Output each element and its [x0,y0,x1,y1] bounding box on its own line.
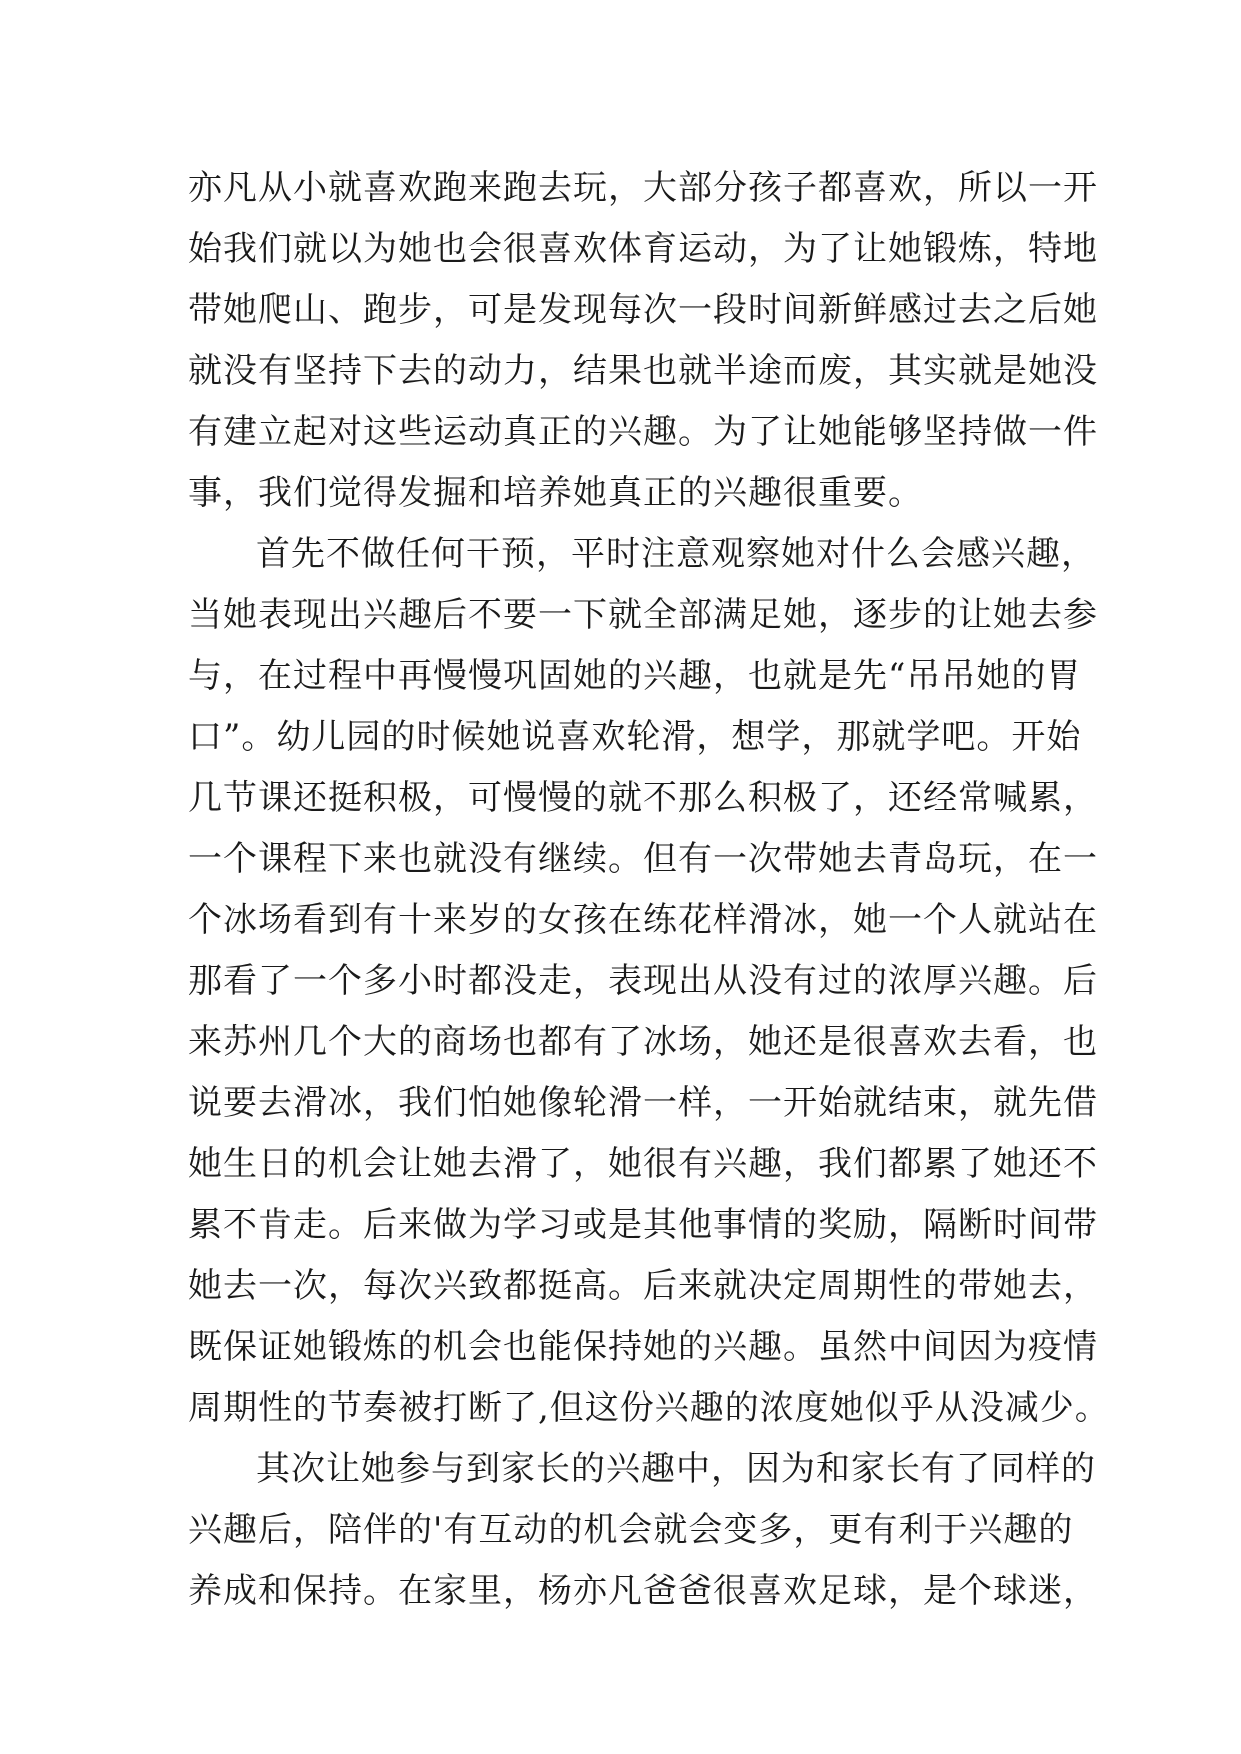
text-line: 一个课程下来也就没有继续。但有一次带她去青岛玩，在一 [188,839,1098,879]
paragraph-first-line: 首先不做任何干预，平时注意观察她对什么会感兴趣， [256,534,1096,574]
text-line: 个冰场看到有十来岁的女孩在练花样滑冰，她一个人就站在 [188,900,1098,940]
text-line: 有建立起对这些运动真正的兴趣。为了让她能够坚持做一件 [188,412,1098,452]
text-line: 说要去滑冰，我们怕她像轮滑一样，一开始就结束，就先借 [188,1083,1098,1123]
paragraph-first-line: 其次让她参与到家长的兴趣中，因为和家长有了同样的 [256,1449,1096,1489]
text-line: 亦凡从小就喜欢跑来跑去玩，大部分孩子都喜欢，所以一开 [188,168,1098,208]
text-line: 来苏州几个大的商场也都有了冰场，她还是很喜欢去看，也 [188,1022,1098,1062]
text-line: 口”。幼儿园的时候她说喜欢轮滑，想学，那就学吧。开始 [188,717,1082,757]
text-line: 始我们就以为她也会很喜欢体育运动，为了让她锻炼，特地 [188,229,1098,269]
text-line: 既保证她锻炼的机会也能保持她的兴趣。虽然中间因为疫情 [188,1327,1098,1367]
text-line: 与，在过程中再慢慢巩固她的兴趣，也就是先“吊吊她的胃 [188,656,1082,696]
text-line: 她去一次，每次兴致都挺高。后来就决定周期性的带她去， [188,1266,1098,1306]
text-line: 周期性的节奏被打断了,但这份兴趣的浓度她似乎从没减少。 [188,1388,1110,1428]
text-line: 兴趣后，陪伴的'有互动的机会就会变多，更有利于兴趣的 [188,1510,1074,1550]
body-text [188,158,1110,1622]
text-line: 事，我们觉得发掘和培养她真正的兴趣很重要。 [188,473,923,513]
text-line: 养成和保持。在家里，杨亦凡爸爸很喜欢足球，是个球迷， [188,1571,1098,1611]
text-line: 那看了一个多小时都没走，表现出从没有过的浓厚兴趣。后 [188,961,1098,1001]
text-line: 就没有坚持下去的动力，结果也就半途而废，其实就是她没 [188,351,1098,391]
text-line: 累不肯走。后来做为学习或是其他事情的奖励，隔断时间带 [188,1205,1098,1245]
text-line: 她生日的机会让她去滑了，她很有兴趣，我们都累了她还不 [188,1144,1098,1184]
text-line: 当她表现出兴趣后不要一下就全部满足她，逐步的让她去参 [188,595,1098,635]
text-line: 几节课还挺积极，可慢慢的就不那么积极了，还经常喊累， [188,778,1098,818]
text-line: 带她爬山、跑步，可是发现每次一段时间新鲜感过去之后她 [188,290,1098,330]
